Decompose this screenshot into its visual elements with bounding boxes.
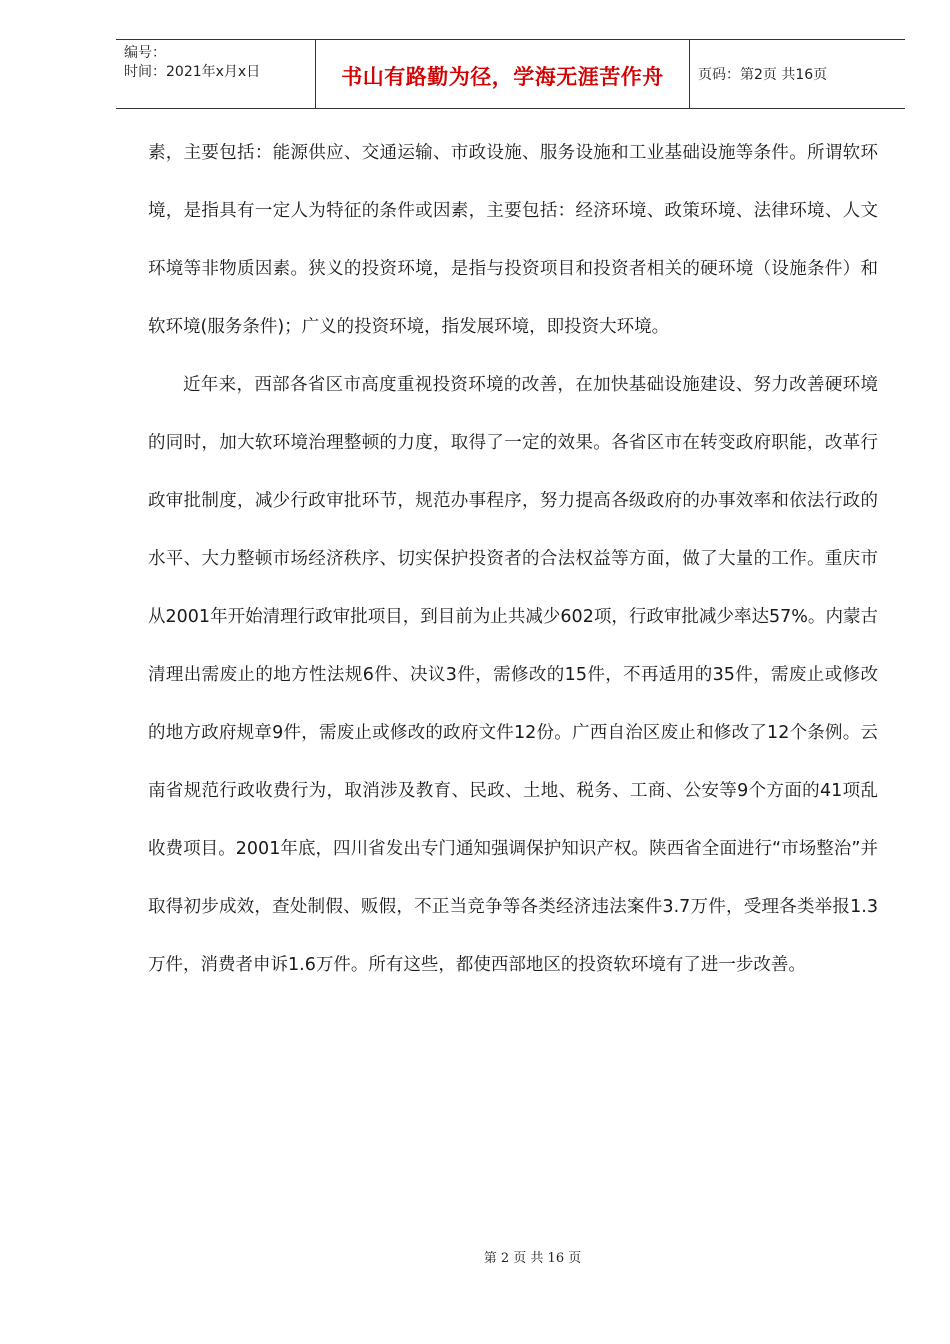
header-meta-cell: [116, 40, 316, 108]
body-paragraph: 素，主要包括：能源供应、交通运输、市政设施、服务设施和工业基础设施等条件。所谓软环境，是指具有一定人为特征的条件或因素，主要包括：经济环境、政策环境、法律环境、人文环境等非物质因素。狭义的投资环境，是指与投资项目和投资者相关的硬环境（设施条件）和软环境(服务条件)；广义的投资环境，指发展环境，即投资大环境。: [148, 143, 878, 337]
footer-page-number: 第 2 页 共 16 页: [483, 1251, 582, 1266]
page-footer: [0, 1247, 950, 1266]
header-page-cell: [690, 40, 905, 108]
header-motto-cell: [316, 40, 690, 108]
document-number-label: 编号：: [124, 45, 166, 61]
page-header: [116, 39, 905, 109]
body-paragraph: 近年来，西部各省区市高度重视投资环境的改善，在加快基础设施建设、努力改善硬环境的同时，加大软环境治理整顿的力度，取得了一定的效果。各省区市在转变政府职能，改革行政审批制度，减少行政审批环节，规范办事程序，努力提高各级政府的办事效率和依法行政的水平、大力整顿市场经济秩序、切实保护投资者的合法权益等方面，做了大量的工作。重庆市从2001年开始清理行政审批项目，到目前为止共减少602项，行政审批减少率达57%。内蒙古清理出需废止的地方性法规6件、决议3件，需修改的15件，不再适用的35件，需废止或修改的地方政府规章9件，需废止或修改的政府文件12份。广西自治区废止和修改了12个条例。云南省规范行政收费行为，取消涉及教育、民政、土地、税务、工商、公安等9个方面的41项乱收费项目。2001年底，四川省发出专门通知强调保护知识产权。陕西省全面进行“市场整治”并取得初步成效，查处制假、贩假，不正当竞争等各类经济违法案件3.7万件，受理各类举报1.3万件，消费者申诉1.6万件。所有这些，都使西部地区的投资软环境有了进一步改善。: [148, 375, 878, 975]
document-date-label: 时间：2021年x月x日: [124, 64, 261, 80]
header-page-number: 页码：第2页 共16页: [698, 67, 828, 83]
header-motto: 书山有路勤为径，学海无涯苦作舟: [341, 65, 664, 89]
document-body: [148, 124, 878, 994]
